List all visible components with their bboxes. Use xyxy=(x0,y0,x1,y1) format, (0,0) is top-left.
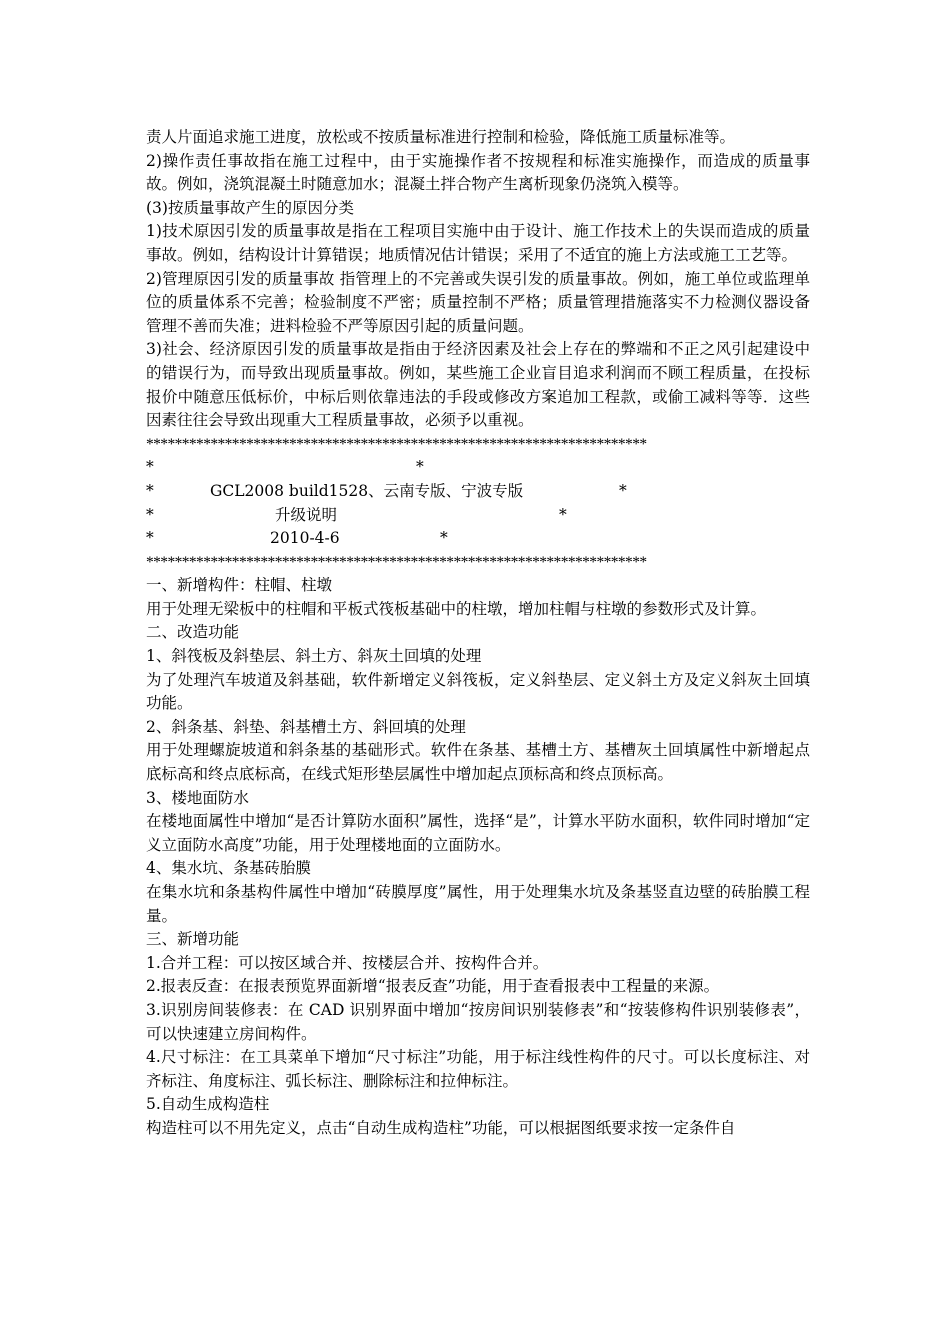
banner-line-date xyxy=(146,527,810,551)
banner-border-top: ********************************************************************** xyxy=(146,435,647,453)
banner-star: * xyxy=(146,529,154,548)
section-heading: 三、新增功能 xyxy=(146,930,240,949)
section-heading: 一、新增构件：柱帽、柱墩 xyxy=(146,576,333,595)
banner-star: * xyxy=(440,529,448,548)
banner-star: * xyxy=(559,505,567,524)
list-item: 4.尺寸标注：在工具菜单下增加“尺寸标注”功能，用于标注线性构件的尺寸。可以长度标注、对齐标注、角度标注、弧长标注、删除标注和拉伸标注。 xyxy=(146,1048,810,1090)
paragraph: 2)管理原因引发的质量事故 指管理上的不完善或失误引发的质量事故。例如，施工单位或监理单位的质量体系不完善；检验制度不严密；质量控制不严格；质量管理措施落实不力检测仪器设备管理不善而失准；进料检验不严等原因引起的质量问题。 xyxy=(146,269,810,335)
paragraph: 3)社会、经济原因引发的质量事故是指由于经济因素及社会上存在的弊端和不正之风引起建设中的错误行为，而导致出现质量事故。例如，某些施工企业盲目追求利润而不顾工程质量，在投标报价中随意压低标价，中标后则依靠违法的手段或修改方案追加工程款，或偷工减料等等．这些因素往往会导致出现重大工程质量事故，必须予以重视。 xyxy=(146,340,810,430)
paragraph: 2)操作责任事故指在施工过程中，由于实施操作者不按规程和标准实施操作，而造成的质量事故。例如，浇筑混凝土时随意加水；混凝土拌合物产生离析现象仍浇筑入模等。 xyxy=(146,151,810,194)
banner-star: * xyxy=(416,458,424,477)
paragraph: 在楼地面属性中增加“是否计算防水面积”属性，选择“是”，计算水平防水面积，软件同时增加“定义立面防水高度”功能，用于处理楼地面的立面防水。 xyxy=(146,812,810,854)
section-heading: 二、改造功能 xyxy=(146,623,240,642)
list-item: 3.识别房间装修表：在 CAD 识别界面中增加“按房间识别装修表”和“按装修构件识别装修表”，可以快速建立房间构件。 xyxy=(146,1000,810,1043)
banner-star: * xyxy=(146,458,154,477)
banner-star: * xyxy=(619,481,627,500)
banner-date: 2010-4-6 xyxy=(270,529,340,548)
release-banner xyxy=(146,433,810,575)
banner-star: * xyxy=(146,481,154,500)
banner-line-title xyxy=(146,480,810,504)
banner-star: * xyxy=(146,505,154,524)
paragraph: 用于处理无梁板中的柱帽和平板式筏板基础中的柱墩，增加柱帽与柱墩的参数形式及计算。 xyxy=(146,599,767,618)
section-heading: (3)按质量事故产生的原因分类 xyxy=(146,198,354,217)
banner-subtitle: 升级说明 xyxy=(275,505,338,524)
paragraph: 1)技术原因引发的质量事故是指在工程项目实施中由于设计、施工作技术上的失误而造成的质量事故。例如，结构设计计算错误；地质情况估计错误；采用了不适宜的施上方法或施工工艺等。 xyxy=(146,222,810,264)
paragraph: 为了处理汽车坡道及斜基础，软件新增定义斜筏板，定义斜垫层、定义斜土方及定义斜灰土回填功能。 xyxy=(146,670,810,713)
subsection-heading: 4、集水坑、条基砖胎膜 xyxy=(146,859,311,878)
paragraph: 构造柱可以不用先定义，点击“自动生成构造柱”功能，可以根据图纸要求按一定条件自 xyxy=(146,1118,736,1137)
document-body xyxy=(146,126,810,1141)
subsection-heading: 5.自动生成构造柱 xyxy=(146,1095,270,1114)
subsection-heading: 3、楼地面防水 xyxy=(146,788,249,807)
banner-border-bottom: ********************************************************************** xyxy=(146,553,647,571)
banner-title: GCL2008 build1528、云南专版、宁波专版 xyxy=(210,481,524,500)
banner-line-subtitle xyxy=(146,504,810,528)
paragraph: 在集水坑和条基构件属性中增加“砖膜厚度”属性，用于处理集水坑及条基竖直边壁的砖胎膜工程量。 xyxy=(146,883,810,925)
list-item: 2.报表反查：在报表预览界面新增“报表反查”功能，用于查看报表中工程量的来源。 xyxy=(146,977,720,996)
list-item: 1.合并工程：可以按区域合并、按楼层合并、按构件合并。 xyxy=(146,953,549,972)
paragraph: 责人片面追求施工进度，放松或不按质量标准进行控制和检验，降低施工质量标准等。 xyxy=(146,128,736,146)
subsection-heading: 2、斜条基、斜垫、斜基槽土方、斜回填的处理 xyxy=(146,717,466,736)
banner-line-blank xyxy=(146,456,810,480)
subsection-heading: 1、斜筏板及斜垫层、斜土方、斜灰土回填的处理 xyxy=(146,647,482,666)
paragraph: 用于处理螺旋坡道和斜条基的基础形式。软件在条基、基槽土方、基槽灰土回填属性中新增起点底标高和终点底标高，在线式矩形垫层属性中增加起点顶标高和终点顶标高。 xyxy=(146,741,810,784)
